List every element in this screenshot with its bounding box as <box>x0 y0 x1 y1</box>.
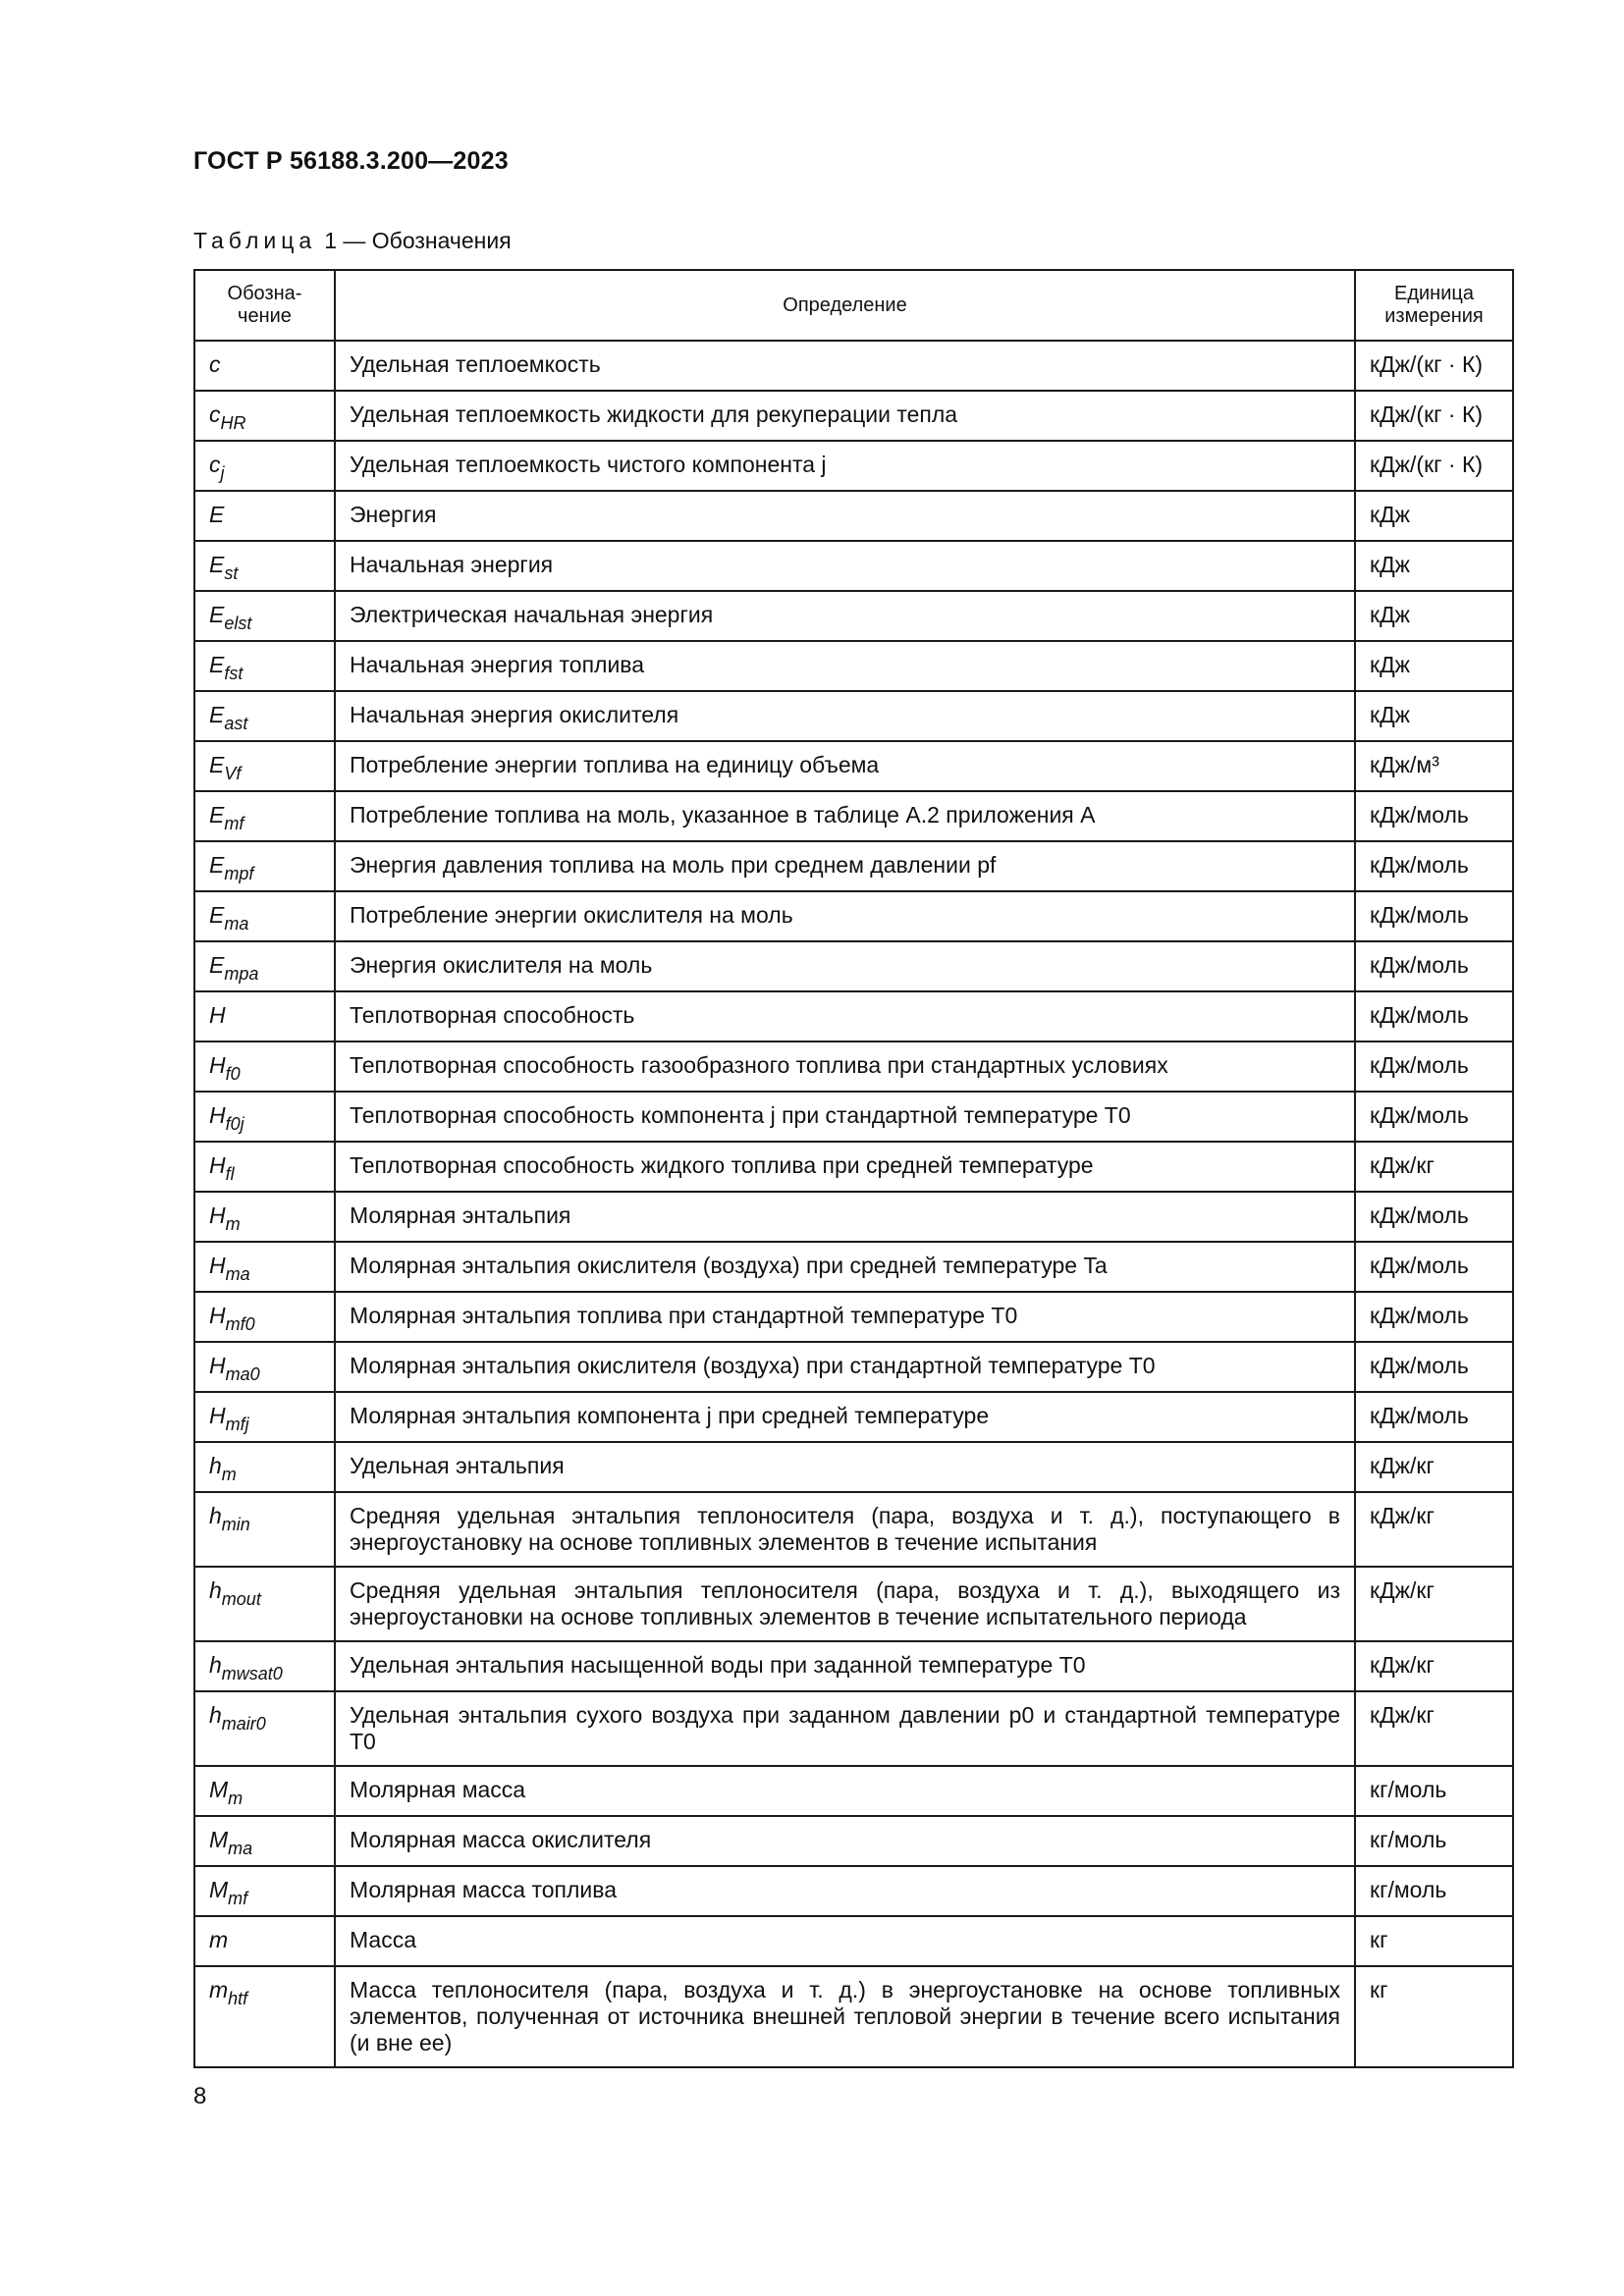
symbol-base: M <box>209 1877 229 1902</box>
definition-cell: Средняя удельная энтальпия теплоносителя (пара, воздуха и т. д.), выходящего из энергоустановки на основе топливных элементов в течение испытательного периода <box>335 1567 1355 1641</box>
table-row <box>194 1816 1513 1866</box>
unit-cell: кДж/моль <box>1355 1392 1513 1442</box>
symbol-base: H <box>209 1253 226 1278</box>
symbol-cell <box>194 791 335 841</box>
symbol-subscript: ast <box>224 714 248 733</box>
symbol-cell <box>194 1392 335 1442</box>
symbol-subscript: fl <box>225 1164 235 1184</box>
symbol-cell <box>194 1691 335 1766</box>
symbol-base: h <box>209 1652 222 1678</box>
symbol-subscript: ma0 <box>225 1364 260 1384</box>
definition-cell: Энергия окислителя на моль <box>335 941 1355 991</box>
symbol-subscript: ma <box>225 1264 250 1284</box>
column-header-unit: Единица измерения <box>1355 270 1513 341</box>
unit-cell: кДж <box>1355 541 1513 591</box>
symbol-cell <box>194 1192 335 1242</box>
symbol-subscript: st <box>224 563 239 583</box>
definition-cell: Теплотворная способность <box>335 991 1355 1041</box>
symbol-subscript: m <box>221 1465 237 1484</box>
definition-cell: Начальная энергия <box>335 541 1355 591</box>
table-row <box>194 641 1513 691</box>
symbol-cell <box>194 1966 335 2067</box>
definition-cell: Теплотворная способность газообразного топлива при стандартных условиях <box>335 1041 1355 1092</box>
symbol-subscript: mfj <box>225 1415 249 1434</box>
symbol-base: h <box>209 1453 222 1478</box>
unit-cell: кДж/моль <box>1355 1242 1513 1292</box>
symbol-base: E <box>209 952 225 978</box>
symbol-subscript: mf0 <box>225 1314 255 1334</box>
symbol-subscript: f0 <box>225 1064 241 1084</box>
symbol-cell <box>194 841 335 891</box>
symbol-subscript: j <box>220 463 225 483</box>
symbol-cell <box>194 1916 335 1966</box>
symbol-base: E <box>209 652 225 677</box>
symbol-subscript: mpa <box>224 964 259 984</box>
table-caption-label: Таблица <box>193 228 317 253</box>
unit-cell: кДж <box>1355 591 1513 641</box>
symbol-cell <box>194 1442 335 1492</box>
definition-cell: Энергия давления топлива на моль при среднем давлении pf <box>335 841 1355 891</box>
unit-cell: кДж/моль <box>1355 841 1513 891</box>
unit-cell: кДж/моль <box>1355 941 1513 991</box>
definition-cell: Масса <box>335 1916 1355 1966</box>
symbol-cell <box>194 691 335 741</box>
symbol-base: E <box>209 702 225 727</box>
table-row <box>194 1492 1513 1567</box>
definition-cell: Удельная энтальпия сухого воздуха при заданном давлении p0 и стандартной температуре T0 <box>335 1691 1355 1766</box>
symbol-subscript: min <box>221 1515 250 1534</box>
definition-cell: Молярная масса окислителя <box>335 1816 1355 1866</box>
unit-cell: кДж/моль <box>1355 1192 1513 1242</box>
symbol-subscript: m <box>225 1214 241 1234</box>
symbol-base: H <box>209 1202 226 1228</box>
unit-cell: кДж/(кг · К) <box>1355 341 1513 391</box>
definition-cell: Молярная энтальпия топлива при стандартной температуре T0 <box>335 1292 1355 1342</box>
table-row <box>194 1092 1513 1142</box>
table-row <box>194 991 1513 1041</box>
table-caption-number: 1 <box>324 228 337 253</box>
definition-cell: Молярная масса топлива <box>335 1866 1355 1916</box>
definition-cell: Потребление энергии окислителя на моль <box>335 891 1355 941</box>
column-header-symbol: Обозна- чение <box>194 270 335 341</box>
definition-cell: Масса теплоносителя (пара, воздуха и т. д.) в энергоустановке на основе топливных элементов, полученная от источника внешней тепловой энергии в течение всего испытания (и вне ее) <box>335 1966 1355 2067</box>
symbol-subscript: elst <box>224 614 252 633</box>
definition-cell: Начальная энергия топлива <box>335 641 1355 691</box>
symbol-subscript: mair0 <box>221 1714 266 1734</box>
definition-cell: Молярная масса <box>335 1766 1355 1816</box>
table-row <box>194 1192 1513 1242</box>
table-row <box>194 541 1513 591</box>
symbol-subscript: ma <box>228 1839 253 1858</box>
symbol-cell <box>194 1342 335 1392</box>
definition-cell: Удельная энтальпия <box>335 1442 1355 1492</box>
symbol-subscript: htf <box>228 1989 248 2008</box>
unit-cell: кг/моль <box>1355 1816 1513 1866</box>
definition-cell: Удельная теплоемкость чистого компонента j <box>335 441 1355 491</box>
unit-cell: кДж/(кг · К) <box>1355 391 1513 441</box>
definition-cell: Электрическая начальная энергия <box>335 591 1355 641</box>
symbol-base: E <box>209 502 225 527</box>
table-row <box>194 891 1513 941</box>
definition-cell: Теплотворная способность компонента j при стандартной температуре T0 <box>335 1092 1355 1142</box>
symbol-cell <box>194 391 335 441</box>
symbol-base: H <box>209 1052 226 1078</box>
symbol-subscript: mf <box>228 1889 248 1908</box>
unit-cell: кДж/кг <box>1355 1492 1513 1567</box>
unit-cell: кДж/моль <box>1355 1092 1513 1142</box>
unit-cell: кДж <box>1355 691 1513 741</box>
definition-cell: Удельная энтальпия насыщенной воды при заданной температуре T0 <box>335 1641 1355 1691</box>
definition-cell: Энергия <box>335 491 1355 541</box>
table-row <box>194 1641 1513 1691</box>
symbol-cell <box>194 1292 335 1342</box>
symbol-base: H <box>209 1303 226 1328</box>
symbol-base: H <box>209 1403 226 1428</box>
definition-cell: Удельная теплоемкость жидкости для рекуперации тепла <box>335 391 1355 441</box>
symbol-subscript: f0j <box>225 1114 244 1134</box>
symbol-subscript: m <box>228 1789 244 1808</box>
table-row <box>194 791 1513 841</box>
symbols-table <box>193 269 1514 2068</box>
symbol-base: E <box>209 902 225 928</box>
symbol-base: H <box>209 1102 226 1128</box>
definition-cell: Начальная энергия окислителя <box>335 691 1355 741</box>
symbol-cell <box>194 891 335 941</box>
table-header-row <box>194 270 1513 341</box>
table-body <box>194 341 1513 2067</box>
symbol-subscript: fst <box>224 664 244 683</box>
unit-cell: кДж/кг <box>1355 1442 1513 1492</box>
table-row <box>194 1567 1513 1641</box>
table-row <box>194 491 1513 541</box>
page-number: 8 <box>193 2083 207 2109</box>
table-row <box>194 941 1513 991</box>
unit-cell: кДж/моль <box>1355 1041 1513 1092</box>
symbol-base: E <box>209 602 225 627</box>
symbol-cell <box>194 991 335 1041</box>
definition-cell: Удельная теплоемкость <box>335 341 1355 391</box>
symbol-cell <box>194 641 335 691</box>
table-row <box>194 1242 1513 1292</box>
symbol-subscript: HR <box>220 413 246 433</box>
unit-cell: кДж/м³ <box>1355 741 1513 791</box>
symbol-subscript: Vf <box>224 764 242 783</box>
symbol-cell <box>194 1866 335 1916</box>
table-caption-title: — Обозначения <box>343 228 512 253</box>
unit-cell: кДж/моль <box>1355 891 1513 941</box>
symbol-cell <box>194 591 335 641</box>
symbol-cell <box>194 1092 335 1142</box>
table-row <box>194 1966 1513 2067</box>
symbol-cell <box>194 491 335 541</box>
symbol-cell <box>194 1641 335 1691</box>
unit-cell: кДж/моль <box>1355 791 1513 841</box>
symbol-cell <box>194 1766 335 1816</box>
table-row <box>194 1916 1513 1966</box>
table-row <box>194 1142 1513 1192</box>
unit-cell: кг/моль <box>1355 1866 1513 1916</box>
definition-cell: Потребление топлива на моль, указанное в таблице А.2 приложения А <box>335 791 1355 841</box>
definition-cell: Теплотворная способность жидкого топлива при средней температуре <box>335 1142 1355 1192</box>
symbol-cell <box>194 441 335 491</box>
table-row <box>194 591 1513 641</box>
table-row <box>194 1392 1513 1442</box>
symbol-base: m <box>209 1927 229 1952</box>
unit-cell: кДж <box>1355 491 1513 541</box>
symbol-cell <box>194 541 335 591</box>
symbol-subscript: mf <box>224 814 244 833</box>
definition-cell: Молярная энтальпия окислителя (воздуха) при средней температуре Ta <box>335 1242 1355 1292</box>
symbol-subscript: ma <box>224 914 249 934</box>
symbol-base: E <box>209 752 225 777</box>
table-row <box>194 1342 1513 1392</box>
unit-cell: кДж/моль <box>1355 991 1513 1041</box>
column-header-definition: Определение <box>335 270 1355 341</box>
symbol-subscript: mwsat0 <box>221 1664 283 1683</box>
unit-cell: кДж/кг <box>1355 1691 1513 1766</box>
table-row <box>194 441 1513 491</box>
symbol-cell <box>194 741 335 791</box>
table-row <box>194 1766 1513 1816</box>
symbol-subscript: mout <box>221 1589 261 1609</box>
definition-cell: Молярная энтальпия компонента j при средней температуре <box>335 1392 1355 1442</box>
unit-cell: кДж/кг <box>1355 1567 1513 1641</box>
symbol-base: H <box>209 1002 226 1028</box>
symbol-base: E <box>209 802 225 828</box>
symbol-base: M <box>209 1827 229 1852</box>
table-row <box>194 391 1513 441</box>
table-row <box>194 1691 1513 1766</box>
symbol-cell <box>194 1142 335 1192</box>
symbol-base: h <box>209 1702 222 1728</box>
symbol-cell <box>194 941 335 991</box>
unit-cell: кДж/(кг · К) <box>1355 441 1513 491</box>
table-row <box>194 341 1513 391</box>
document-header: ГОСТ Р 56188.3.200—2023 <box>193 147 509 175</box>
table-row <box>194 741 1513 791</box>
symbol-base: E <box>209 552 225 577</box>
table-row <box>194 1041 1513 1092</box>
symbol-cell <box>194 341 335 391</box>
unit-cell: кг <box>1355 1966 1513 2067</box>
table-row <box>194 1292 1513 1342</box>
symbol-cell <box>194 1242 335 1292</box>
symbol-base: m <box>209 1977 229 2002</box>
table-row <box>194 1442 1513 1492</box>
symbol-subscript: mpf <box>224 864 254 883</box>
table-row <box>194 691 1513 741</box>
symbol-base: c <box>209 452 221 477</box>
definition-cell: Молярная энтальпия <box>335 1192 1355 1242</box>
symbol-cell <box>194 1492 335 1567</box>
symbol-base: H <box>209 1353 226 1378</box>
unit-cell: кДж/моль <box>1355 1292 1513 1342</box>
symbol-base: h <box>209 1503 222 1528</box>
unit-cell: кДж/моль <box>1355 1342 1513 1392</box>
symbol-cell <box>194 1567 335 1641</box>
definition-cell: Молярная энтальпия окислителя (воздуха) при стандартной температуре T0 <box>335 1342 1355 1392</box>
definition-cell: Потребление энергии топлива на единицу объема <box>335 741 1355 791</box>
symbol-cell <box>194 1041 335 1092</box>
table-caption <box>193 228 512 254</box>
symbol-base: c <box>209 401 221 427</box>
table-row <box>194 841 1513 891</box>
unit-cell: кДж <box>1355 641 1513 691</box>
symbol-base: c <box>209 351 221 377</box>
unit-cell: кДж/кг <box>1355 1142 1513 1192</box>
unit-cell: кДж/кг <box>1355 1641 1513 1691</box>
symbol-base: M <box>209 1777 229 1802</box>
symbol-base: H <box>209 1152 226 1178</box>
unit-cell: кг <box>1355 1916 1513 1966</box>
table-row <box>194 1866 1513 1916</box>
symbol-cell <box>194 1816 335 1866</box>
definition-cell: Средняя удельная энтальпия теплоносителя (пара, воздуха и т. д.), поступающего в энергоустановку на основе топливных элементов в течение испытания <box>335 1492 1355 1567</box>
symbol-base: E <box>209 852 225 878</box>
unit-cell: кг/моль <box>1355 1766 1513 1816</box>
symbol-base: h <box>209 1577 222 1603</box>
